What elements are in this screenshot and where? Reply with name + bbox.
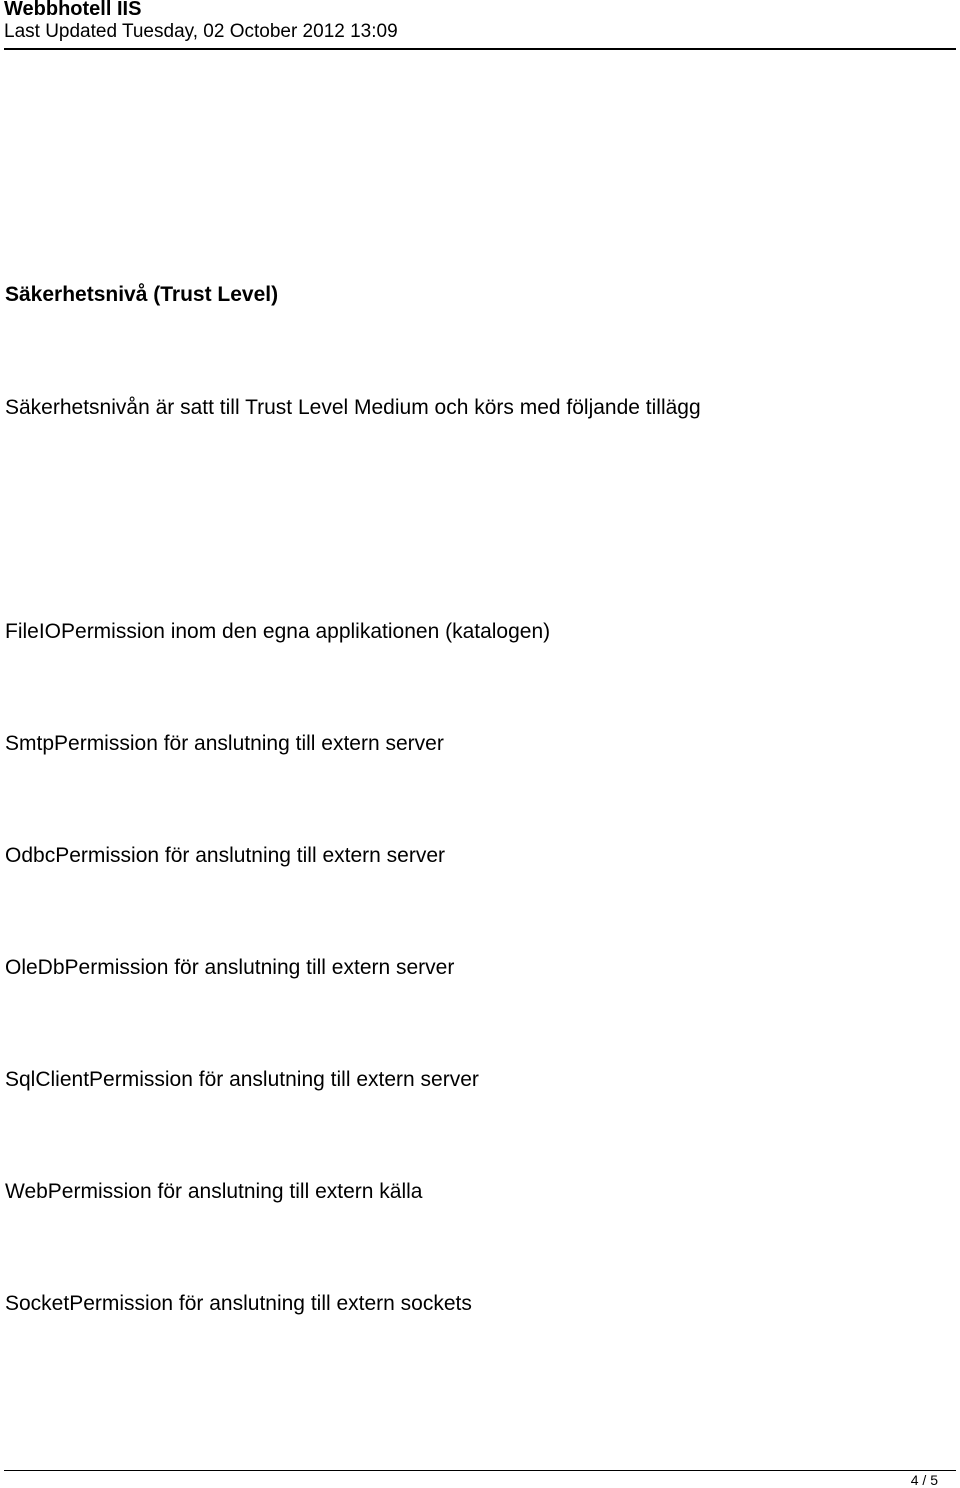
permission-item-oledb: OleDbPermission för anslutning till extern server bbox=[5, 956, 455, 979]
header-divider bbox=[4, 48, 956, 50]
section-heading: Säkerhetsnivå (Trust Level) bbox=[5, 283, 279, 306]
permission-item-sqlclient: SqlClientPermission för anslutning till extern server bbox=[5, 1068, 479, 1091]
footer-divider bbox=[4, 1470, 956, 1471]
page-number: 4 / 5 bbox=[910, 1472, 938, 1488]
permission-item-socket: SocketPermission för anslutning till extern sockets bbox=[5, 1292, 472, 1315]
site-title: Webbhotell IIS bbox=[4, 0, 142, 20]
last-updated-text: Last Updated Tuesday, 02 October 2012 13:09 bbox=[4, 21, 398, 42]
permission-item-odbc: OdbcPermission för anslutning till extern server bbox=[5, 844, 446, 867]
permission-item-smtp: SmtpPermission för anslutning till extern server bbox=[5, 732, 444, 755]
intro-paragraph: Säkerhetsnivån är satt till Trust Level Medium och körs med följande tillägg bbox=[5, 396, 701, 419]
permission-item-web: WebPermission för anslutning till extern källa bbox=[5, 1180, 423, 1203]
permission-item-fileio: FileIOPermission inom den egna applikationen (katalogen) bbox=[5, 620, 551, 643]
